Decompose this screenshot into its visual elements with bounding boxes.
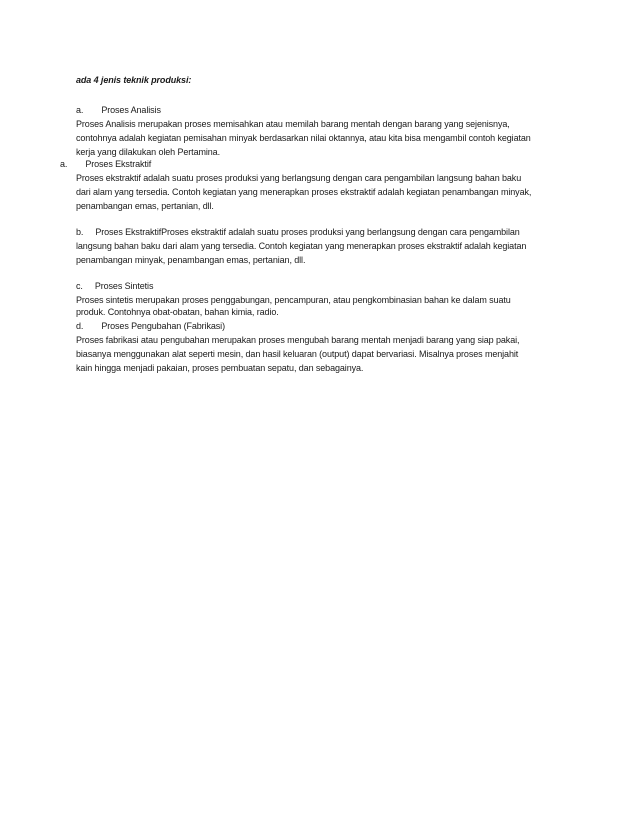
section-sintetis-title-line xyxy=(76,280,153,292)
list-marker: d. xyxy=(76,321,84,331)
body-line: penambangan minyak, penambangan emas, pertanian, dll. xyxy=(76,255,306,265)
section-title: Proses EkstraktifProses ekstraktif adalah suatu proses produksi yang berlangsung dengan cara pengambilan xyxy=(95,227,520,237)
list-marker: b. xyxy=(76,227,84,237)
body-line: Proses sintetis merupakan proses penggabungan, pencampuran, atau pengkombinasian bahan ke dalam suatu xyxy=(76,295,511,305)
body-line: Proses fabrikasi atau pengubahan merupakan proses mengubah barang mentah menjadi barang yang siap pakai, xyxy=(76,335,520,345)
section-analisis-title-line xyxy=(76,104,161,116)
list-marker: a. xyxy=(60,159,68,169)
body-line: kerja yang dilakukan oleh Pertamina. xyxy=(76,147,220,157)
section-ekstraktif-title-line xyxy=(60,158,151,170)
body-line: Proses Analisis merupakan proses memisahkan atau memilah barang mentah dengan barang yang sejenisnya, xyxy=(76,119,510,129)
body-line: penambangan emas, pertanian, dll. xyxy=(76,201,214,211)
section-pengubahan-title-line xyxy=(76,320,225,332)
body-line: Proses ekstraktif adalah suatu proses produksi yang berlangsung dengan cara pengambilan langsung bahan baku xyxy=(76,173,522,183)
body-line: contohnya adalah kegiatan pemisahan minyak berdasarkan nilai oktannya, atau kita bisa mengambil contoh kegiatan xyxy=(76,133,531,143)
list-marker: a. xyxy=(76,105,84,115)
section-ekstraktif-b-title-line xyxy=(76,226,520,238)
body-line: produk. Contohnya obat-obatan, bahan kimia, radio. xyxy=(76,307,279,317)
body-line: biasanya menggunakan alat seperti mesin, dan hasil keluaran (output) dapat bervariasi. Misalnya proses menjahit xyxy=(76,349,519,359)
body-line: dari alam yang tersedia. Contoh kegiatan yang menerapkan proses ekstraktif adalah kegiatan penambangan minyak, xyxy=(76,187,532,197)
section-title: Proses Analisis xyxy=(101,105,161,115)
list-marker: c. xyxy=(76,281,83,291)
section-title: Proses Ekstraktif xyxy=(85,159,152,169)
body-line: kain hingga menjadi pakaian, proses pembuatan sepatu, dan sebagainya. xyxy=(76,363,364,373)
section-title: Proses Pengubahan (Fabrikasi) xyxy=(101,321,225,331)
body-line: langsung bahan baku dari alam yang tersedia. Contoh kegiatan yang menerapkan proses ekstraktif adalah kegiatan xyxy=(76,241,527,251)
section-title: Proses Sintetis xyxy=(94,281,154,291)
document-heading: ada 4 jenis teknik produksi: xyxy=(76,75,192,85)
